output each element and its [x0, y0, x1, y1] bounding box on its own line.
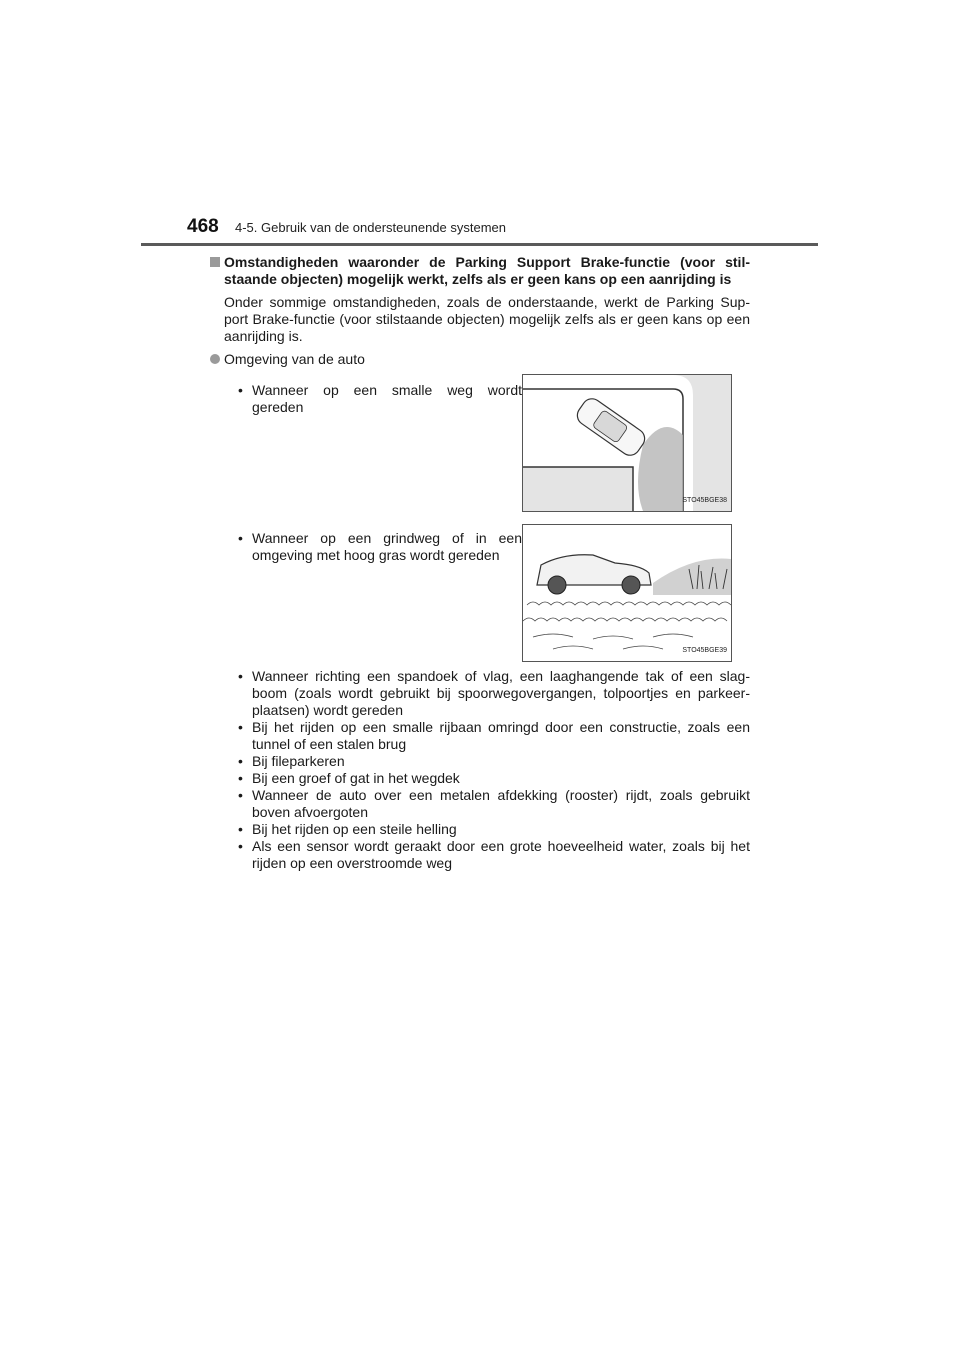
list-item	[238, 668, 750, 719]
main-content	[210, 254, 750, 872]
list-item	[238, 719, 750, 753]
header-rule	[141, 243, 818, 246]
list-item	[238, 838, 750, 872]
list-item	[238, 530, 522, 564]
conditions-list	[210, 668, 750, 872]
bullet-icon: •	[238, 838, 243, 854]
list-item	[238, 753, 750, 770]
list-item	[238, 770, 750, 787]
square-bullet-icon	[210, 257, 220, 267]
bullet-icon: •	[238, 753, 243, 769]
gravel-grass-car-illustration-icon	[522, 524, 732, 662]
figure-row-narrow-road	[210, 368, 750, 516]
figure-row-gravel	[210, 516, 750, 664]
list-item	[238, 821, 750, 838]
list-item-text: Wanneer de auto over een metalen afdekking (rooster) rijdt, zoals gebruikt boven afvoergoten	[252, 787, 750, 820]
figure-code: STO45BGE39	[682, 647, 727, 654]
subheading	[210, 351, 750, 368]
figure-code: STO45BGE38	[682, 497, 727, 504]
bullet-icon: •	[238, 787, 243, 803]
list-item-text: Bij het rijden op een steile helling	[252, 821, 457, 837]
list-item-text: Bij fileparkeren	[252, 753, 345, 769]
list-item-text: Bij het rijden op een smalle rijbaan omringd door een constructie, zoals een tunnel of een stalen brug	[252, 719, 750, 752]
page-number: 468	[187, 216, 219, 237]
list-item-text: Wanneer op een grindweg of in een omgeving met hoog gras wordt gereden	[252, 530, 522, 563]
list-item-text: Wanneer op een smalle weg wordt gereden	[252, 382, 522, 415]
narrow-road-car-illustration-icon	[522, 374, 732, 512]
intro-paragraph: Onder sommige omstandigheden, zoals de onderstaande, werkt de Parking Sup-port Brake-functie (voor stilstaande objecten) mogelijk zelfs als er geen kans op een aanrijding is.	[224, 294, 750, 344]
list-item	[238, 382, 522, 416]
list-item	[238, 787, 750, 821]
heading-text: Omstandigheden waaronder de Parking Support Brake-functie (voor stil-staande objecten) mogelijk werkt, zelfs als er geen kans op een aanrijding is	[224, 254, 750, 287]
bullet-icon: •	[238, 770, 243, 786]
bullet-icon: •	[238, 821, 243, 837]
list-item-text: Als een sensor wordt geraakt door een grote hoeveelheid water, zoals bij het rijden op een overstroomde weg	[252, 838, 750, 871]
bullet-icon: •	[238, 530, 243, 546]
section-heading	[210, 254, 750, 288]
subheading-text: Omgeving van de auto	[224, 351, 365, 367]
bullet-icon: •	[238, 719, 243, 735]
bullet-icon: •	[238, 382, 243, 398]
list-item-text: Wanneer richting een spandoek of vlag, een laaghangende tak of een slag-boom (zoals wordt gebruikt bij spoorwegovergangen, tolpoortjes en parkeer-plaatsen) wordt gereden	[252, 668, 750, 718]
bullet-icon: •	[238, 668, 243, 684]
circle-bullet-icon	[210, 354, 220, 364]
list-item-text: Bij een groef of gat in het wegdek	[252, 770, 460, 786]
section-title: 4-5. Gebruik van de ondersteunende systemen	[235, 220, 507, 235]
